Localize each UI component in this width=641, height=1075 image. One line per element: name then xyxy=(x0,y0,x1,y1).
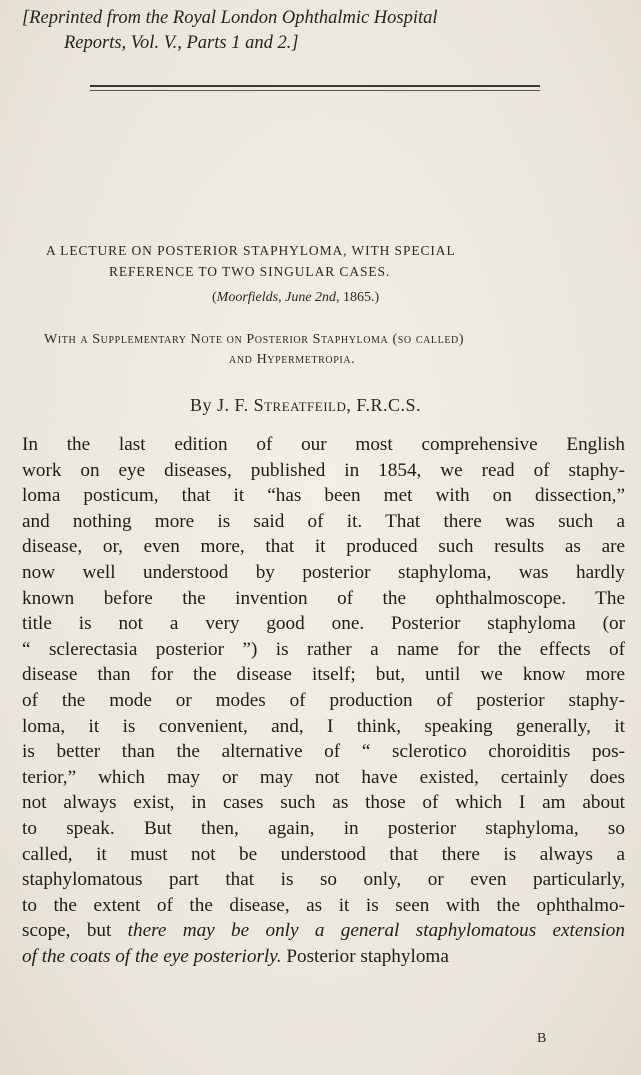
body-line: disease, or, even more, that it produced such results as are xyxy=(22,536,625,558)
body-line: loma, it is convenient, and, I think, speaking generally, it xyxy=(22,715,625,737)
body-line-end: Posterior staphyloma xyxy=(281,945,449,967)
body-italic-phrase-end: of the coats of the eye posteriorly. xyxy=(22,945,282,967)
body-line: known before the invention of the ophthalmoscope. The xyxy=(22,587,625,609)
reprint-header-line-2: Reports, Vol. V., Parts 1 and 2.] xyxy=(64,33,299,53)
body-line: work on eye diseases, published in 1854, we read of staphy- xyxy=(22,459,625,481)
body-line: and nothing more is said of it. That there was such a xyxy=(22,510,625,532)
body-line: of the mode or modes of production of posterior staphy- xyxy=(22,689,625,711)
author-suffix: , F.R.C.S. xyxy=(346,395,421,415)
author-name: J. F. Streatfeild xyxy=(217,395,347,415)
date-place: Moorfields, June 2nd, xyxy=(216,290,340,305)
author-byline xyxy=(190,395,421,416)
body-italic-phrase: there may be only a general staphylomatous extension xyxy=(111,920,625,942)
lecture-title-line-2: REFERENCE TO TWO SINGULAR CASES. xyxy=(109,264,391,279)
body-line: to the extent of the disease, as it is seen with the ophthalmo- xyxy=(22,894,625,916)
body-line-mixed xyxy=(22,944,625,970)
body-line: staphylomatous part that is so only, or even particularly, xyxy=(22,869,625,891)
body-line: title is not a very good one. Posterior staphyloma (or xyxy=(22,613,625,635)
author-by: By xyxy=(190,395,218,415)
header-rule-thin xyxy=(90,90,540,91)
body-line-start: scope, but xyxy=(22,920,112,942)
body-line: terior,” which may or may not have existed, certainly does xyxy=(22,766,625,788)
supplementary-note-line-1: With a Supplementary Note on Posterior Staphyloma (so called) xyxy=(44,332,465,347)
reprint-header-line-1: [Reprinted from the Royal London Ophthalmic Hospital xyxy=(22,8,438,28)
body-line: In the last edition of our most comprehensive English xyxy=(22,434,625,455)
body-text xyxy=(22,432,625,969)
body-line: to speak. But then, again, in posterior staphyloma, so xyxy=(22,817,625,839)
date-close-paren: ) xyxy=(374,290,380,305)
supplementary-note xyxy=(44,330,624,370)
header-rule xyxy=(90,85,540,87)
body-line-mixed xyxy=(22,918,625,944)
body-line: loma posticum, that it “has been met with on dissection,” xyxy=(22,485,625,507)
body-line: “ sclerectasia posterior ”) is rather a name for the effects of xyxy=(22,638,625,660)
body-line: is better than the alternative of “ sclerotico choroiditis pos- xyxy=(22,741,625,763)
date-open-paren: ( xyxy=(212,290,217,305)
body-line: now well understood by posterior staphyloma, was hardly xyxy=(22,561,625,583)
date-year: 1865. xyxy=(339,290,375,305)
reprint-header xyxy=(22,6,622,56)
body-line: not always exist, in cases such as those of which I am about xyxy=(22,792,625,814)
lecture-title xyxy=(46,240,606,282)
body-line: called, it must not be understood that there is always a xyxy=(22,843,625,865)
supplementary-note-line-2: and Hypermetropia. xyxy=(229,352,356,367)
signature-mark: B xyxy=(537,1031,547,1046)
lecture-date xyxy=(212,290,379,306)
body-line: disease than for the disease itself; but, until we know more xyxy=(22,664,625,686)
lecture-title-line-1: A LECTURE ON POSTERIOR STAPHYLOMA, WITH SPECIAL xyxy=(46,243,456,258)
